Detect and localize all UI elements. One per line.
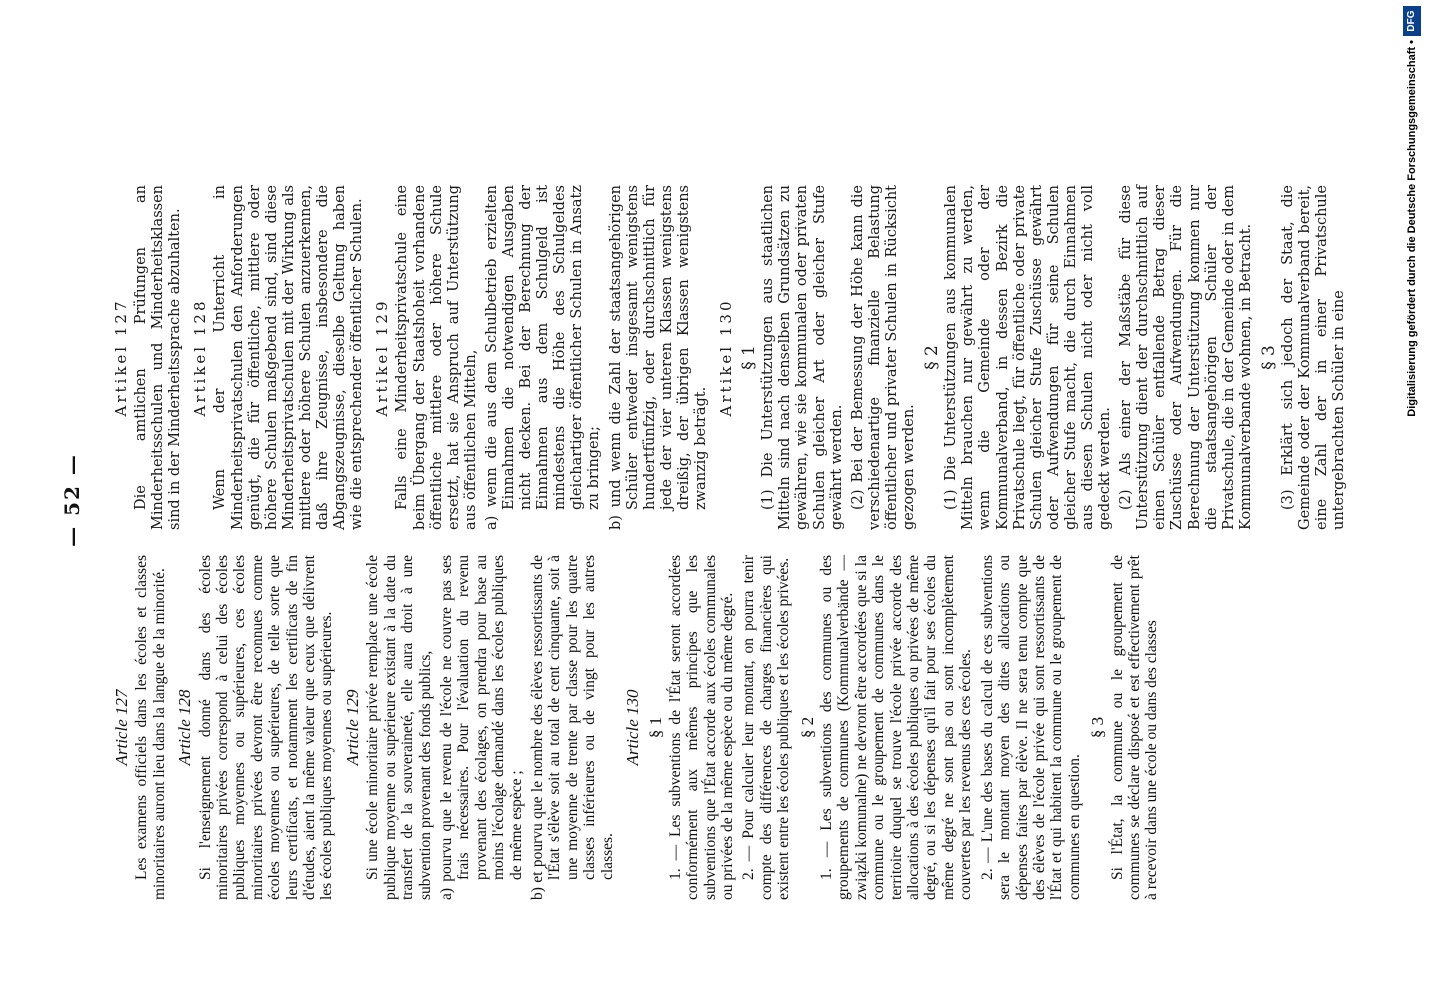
dfg-logo: DFG (1403, 6, 1421, 36)
french-paragraph: Si l'enseignement donné dans des écoles minoritaires privées correspond à celui des écoles publiques moyennes ou supérieures, ces écoles minoritaires privées devront être reconnues comme écoles moyennes ou supérieures, de telle sorte que leurs certificats, et notamment les certificats de fin d'études, aient la même valeur que ceux que délivrent les écoles publiques moyennes ou supérieures. (196, 555, 336, 900)
french-section-heading: § 2 (797, 716, 817, 739)
french-paragraph: Si l'État, la commune ou le groupement de communes se déclare disposé et est effectivement prêt à recevoir dans une école ou dans des classes (1108, 555, 1161, 900)
french-section-heading: § 3 (1088, 716, 1108, 739)
french-paragraph: Si une école minoritaire privée remplace une école publique moyenne ou supérieure existant à la date du transfert de la souveraineté, elle aura droit à une subvention provenant des fonds publics, (364, 555, 434, 900)
german-article-heading: Artikel 128 (191, 298, 210, 417)
german-article-heading: Artikel 130 (717, 298, 736, 417)
german-section-heading: § 1 (739, 345, 760, 370)
german-section-heading: § 2 (922, 345, 943, 370)
footer-credit: Digitalisierung gefördert durch die Deutsche Forschungsgemeinschaft • (1406, 40, 1418, 417)
french-list-item: a) pourvu que le revenu de l'école ne couvre pas ses frais nécessaires. Pour l'évaluation du revenu provenant des écolages, on prendra pour base au moins l'écolage demandé dans les écoles publiques de même espèce ; (437, 555, 525, 900)
footer (1400, 0, 1430, 1000)
german-article-heading: Artikel 127 (112, 298, 130, 417)
french-paragraph: 2. — L'une des bases du calcul de ces subventions sera le montant moyen des dites allocations ou dépenses faites par élève. Il ne sera tenu compte que des élèves de l'école privée qui sont ressortissants de l'État et qui habitent la commune ou le groupement de communes en question. (978, 555, 1083, 900)
german-list-item: a) wenn die aus dem Schulbetrieb erzielten Einnahmen die notwendigen Ausgaben nicht decken. Bei der Berechnung der Einnahmen aus dem Schulgeld ist mindestens die Höhe des Schulgeldes gleichartiger öffentlicher Schulen in Ansatz zu bringen; (483, 185, 603, 530)
german-paragraph: Wenn der Unterricht in Minderheitsprivatschulen den Anforderungen genügt, die für öffentliche, mittlere oder höhere Schulen maßgebend sind, sind diese Minderheitsprivatschulen mit der Wirkung als mittlere oder höhere Schulen anzuerkennen, daß ihre Zeugnisse, insbesondere die Abgangszeugnisse, dieselbe Geltung haben wie die entsprechender öffentlicher Schulen. (212, 185, 366, 530)
german-section-heading: § 3 (1258, 345, 1279, 370)
french-list-item: b) et pourvu que le nombre des élèves ressortissants de l'État s'élève soit au total de cent cinquante, soit à une moyenne de trente par classe pour les quatre classes inférieures ou de vingt pour les autres classes. (528, 555, 616, 900)
french-article-heading: Article 130 (622, 689, 642, 766)
french-section-heading: § 1 (646, 716, 666, 739)
german-list-item: b) und wenn die Zahl der staatsangehörigen Schüler entweder insgesamt wenigstens hundertfünfzig, oder durchschnittlich für jede der vier unteren Klassen wenigstens dreißig, der übrigen Klassen wenigstens zwanzig beträgt. (607, 185, 709, 530)
german-paragraph: Falls eine Minderheitsprivatschule eine beim Übergang der Staatshoheit vorhandene öffentliche mittlere oder höhere Schule ersetzt, hat sie Anspruch auf Unterstützung aus öffentlichen Mitteln, (394, 185, 479, 530)
german-paragraph: Die amtlichen Prüfungen an Minderheitsschulen und Minderheitsklassen sind in der Minderheitssprache abzuhalten. (133, 185, 184, 530)
page-number: — 52 — (60, 453, 84, 547)
german-paragraph: (1) Die Unterstützungen aus staatlichen Mitteln sind nach denselben Grundsätzen zu gewähren, wie sie kommunalen oder privaten Schulen gleicher Art oder gleicher Stufe gewährt werden. (760, 185, 845, 530)
french-paragraph: Les examens officiels dans les écoles et classes minoritaires auront lieu dans la langue de la minorité. (133, 555, 168, 900)
french-article-heading: Article 128 (175, 689, 195, 766)
french-article-heading: Article 129 (342, 689, 362, 766)
german-article-heading: Artikel 129 (373, 298, 392, 417)
french-article-heading: Article 127 (112, 689, 131, 766)
french-paragraph: 1. — Les subventions de l'État seront accordées conformément aux mêmes principes que les subventions que l'État accorde aux écoles communales ou privées de la même espèce ou du même degré. (666, 555, 736, 900)
german-paragraph: (2) Bei der Bemessung der Höhe kann die verschiedenartige finanzielle Belastung öffentlicher und privater Schulen in Rücksicht gezogen werden. (849, 185, 918, 530)
french-paragraph: 1. — Les subventions des communes ou des groupements de communes (Kommunalverbände — związki komunalne) ne devront être accordées que si la commune ou le groupement de communes dans le territoire duquel se trouve l'école privée accorde des allocations à des écoles publiques ou privées de même degré, ou si les dépenses qu'il fait pour ses écoles du même degré ne sont pas ou sont incomplètement couvertes par les revenus des ces écoles. (818, 555, 975, 900)
german-paragraph: (2) Als einer der Maßstäbe für diese Unterstützung dient der durchschnittlich auf einen Schüler entfallende Betrag dieser Zuschüsse oder Aufwendungen. Für die Berechnung der Unterstützung kommen nur die staatsangehörigen Schüler der Privatschule, die in der Gemeinde oder in dem Kommunalverbande wohnen, in Betracht. (1118, 185, 1254, 530)
french-paragraph: 2. — Pour calculer leur montant, on pourra tenir compte des différences de charges financières qui existent entre les écoles publiques et les écoles privées. (740, 555, 793, 900)
french-column (105, 555, 1165, 900)
german-column (105, 185, 1352, 530)
german-paragraph: (3) Erklärt sich jedoch der Staat, die Gemeinde oder der Kommunalverband bereit, eine Zahl der in einer Privatschule untergebrachten Schüler in eine (1280, 185, 1348, 530)
german-paragraph: (1) Die Unterstützungen aus kommunalen Mitteln brauchen nur gewährt zu werden, wenn die Gemeinde oder der Kommunalverband, in dessen Bezirk die Privatschule liegt, für öffentliche oder private Schulen gleicher Stufe Zuschüsse gewährt oder Aufwendungen für seine Schulen gleicher Stufe macht, die durch Einnahmen aus diesen Schulen nicht oder nicht voll gedeckt werden. (943, 185, 1114, 530)
